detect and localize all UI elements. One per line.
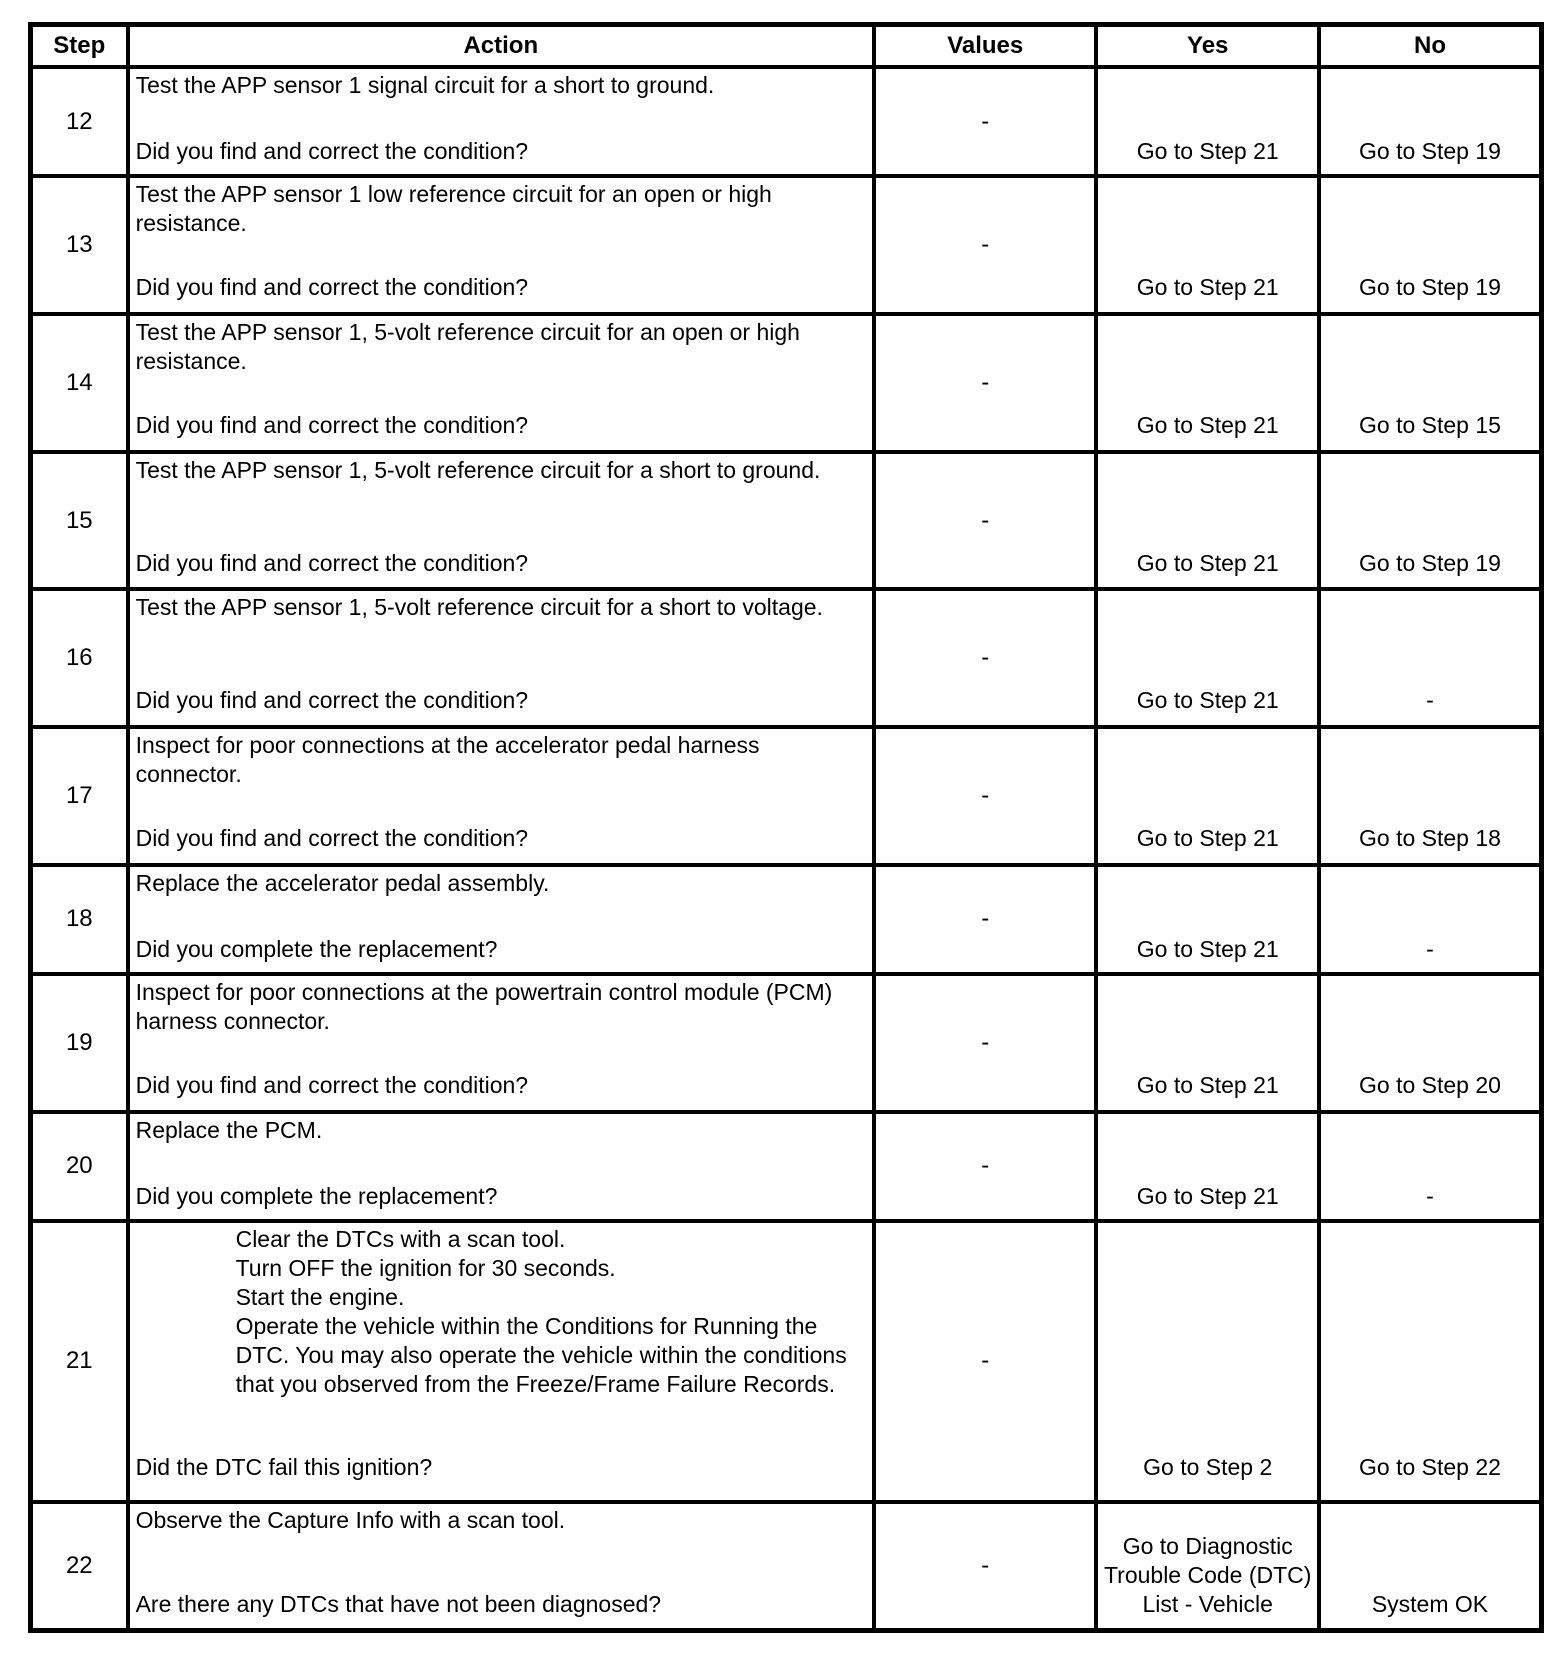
table-row <box>31 452 1542 590</box>
action-text: Replace the accelerator pedal assembly. <box>135 869 550 896</box>
no-result: - <box>1426 935 1434 962</box>
action-question: Did you find and correct the condition? <box>135 138 529 164</box>
values-cell: - <box>874 452 1097 590</box>
no-cell <box>1319 727 1542 865</box>
action-question: Did you find and correct the condition? <box>135 825 529 852</box>
no-result: Go to Step 19 <box>1359 138 1501 164</box>
yes-result: Go to Step 2 <box>1143 1453 1273 1480</box>
no-result: Go to Step 19 <box>1359 274 1501 301</box>
diagnostic-table <box>28 22 1544 1633</box>
step-cell: 15 <box>31 452 128 590</box>
yes-result: Go to Diagnostic Trouble Code (DTC) List - Vehicle <box>1103 1532 1312 1617</box>
values-cell: - <box>874 314 1097 452</box>
table-row <box>31 176 1542 314</box>
action-instructions <box>236 1225 858 1399</box>
yes-cell <box>1096 67 1319 176</box>
action-text: Test the APP sensor 1, 5-volt reference circuit for a short to voltage. <box>135 594 823 621</box>
action-text: Inspect for poor connections at the powertrain control module (PCM) harness connector. <box>135 979 833 1035</box>
values-cell: - <box>874 1112 1097 1221</box>
table-row <box>31 1502 1542 1631</box>
yes-cell <box>1096 452 1319 590</box>
no-result: - <box>1426 1182 1434 1209</box>
yes-result: Go to Step 21 <box>1136 1072 1279 1099</box>
action-cell <box>128 1221 874 1502</box>
table-row <box>31 67 1542 176</box>
yes-result: Go to Step 21 <box>1136 138 1279 164</box>
header-step: Step <box>31 25 128 68</box>
table-row <box>31 727 1542 865</box>
action-question: Are there any DTCs that have not been diagnosed? <box>135 1590 662 1617</box>
no-cell <box>1319 974 1542 1112</box>
yes-result: Go to Step 21 <box>1136 274 1279 301</box>
yes-result: Go to Step 21 <box>1136 549 1279 576</box>
no-result: Go to Step 18 <box>1359 825 1501 852</box>
action-instruction: Start the engine. <box>235 1283 405 1310</box>
yes-cell <box>1096 1221 1319 1502</box>
yes-result: Go to Step 21 <box>1136 1182 1279 1209</box>
action-cell <box>128 452 874 590</box>
step-cell: 14 <box>31 314 128 452</box>
action-cell <box>128 974 874 1112</box>
values-cell: - <box>874 589 1097 727</box>
values-cell: - <box>874 176 1097 314</box>
step-cell: 19 <box>31 974 128 1112</box>
header-row <box>31 25 1542 68</box>
no-result: Go to Step 19 <box>1359 549 1501 576</box>
header-action: Action <box>128 25 874 68</box>
no-cell <box>1319 314 1542 452</box>
action-text: Test the APP sensor 1, 5-volt reference circuit for an open or high resistance. <box>135 318 800 374</box>
no-cell <box>1319 1502 1542 1631</box>
action-question: Did you find and correct the condition? <box>135 1072 529 1099</box>
no-result: - <box>1426 687 1434 714</box>
yes-result: Go to Step 21 <box>1136 687 1279 714</box>
no-cell <box>1319 176 1542 314</box>
action-cell <box>128 865 874 974</box>
table-body <box>31 67 1542 1631</box>
step-cell: 16 <box>31 589 128 727</box>
action-question: Did you find and correct the condition? <box>135 411 529 438</box>
step-cell: 18 <box>31 865 128 974</box>
no-cell <box>1319 67 1542 176</box>
yes-result: Go to Step 21 <box>1136 825 1279 852</box>
no-cell <box>1319 1112 1542 1221</box>
table-row <box>31 974 1542 1112</box>
no-cell <box>1319 865 1542 974</box>
header-no: No <box>1319 25 1542 68</box>
step-cell: 22 <box>31 1502 128 1631</box>
header-yes: Yes <box>1096 25 1319 68</box>
yes-cell <box>1096 176 1319 314</box>
table-row <box>31 314 1542 452</box>
action-text: Test the APP sensor 1, 5-volt reference circuit for a short to ground. <box>135 456 821 483</box>
yes-cell <box>1096 314 1319 452</box>
yes-cell <box>1096 1502 1319 1631</box>
table-row <box>31 589 1542 727</box>
header-values: Values <box>874 25 1097 68</box>
yes-result: Go to Step 21 <box>1136 411 1279 438</box>
action-text: Observe the Capture Info with a scan tool. <box>135 1506 566 1533</box>
action-cell <box>128 727 874 865</box>
no-result: Go to Step 22 <box>1359 1453 1501 1480</box>
action-question: Did you complete the replacement? <box>135 935 498 962</box>
table-row <box>31 1112 1542 1221</box>
yes-result: Go to Step 21 <box>1136 935 1279 962</box>
action-text: Replace the PCM. <box>135 1116 323 1143</box>
values-cell: - <box>874 67 1097 176</box>
action-cell <box>128 176 874 314</box>
action-question: Did you find and correct the condition? <box>135 274 529 301</box>
yes-cell <box>1096 974 1319 1112</box>
yes-cell <box>1096 1112 1319 1221</box>
action-question: Did the DTC fail this ignition? <box>135 1453 433 1480</box>
step-cell: 12 <box>31 67 128 176</box>
values-cell: - <box>874 974 1097 1112</box>
action-text: Test the APP sensor 1 low reference circuit for an open or high resistance. <box>135 181 772 237</box>
values-cell: - <box>874 865 1097 974</box>
yes-cell <box>1096 727 1319 865</box>
action-cell <box>128 314 874 452</box>
values-cell: - <box>874 727 1097 865</box>
action-text: Inspect for poor connections at the accelerator pedal harness connector. <box>135 732 760 788</box>
action-question: Did you find and correct the condition? <box>135 687 529 714</box>
table-row <box>31 865 1542 974</box>
action-cell <box>128 67 874 176</box>
action-question: Did you find and correct the condition? <box>135 549 529 576</box>
values-cell: - <box>874 1221 1097 1502</box>
no-cell <box>1319 1221 1542 1502</box>
action-cell <box>128 1502 874 1631</box>
step-cell: 17 <box>31 727 128 865</box>
action-instruction: Clear the DTCs with a scan tool. <box>235 1225 566 1252</box>
yes-cell <box>1096 865 1319 974</box>
no-result: System OK <box>1371 1590 1489 1617</box>
no-result: Go to Step 15 <box>1359 411 1501 438</box>
step-cell: 21 <box>31 1221 128 1502</box>
yes-cell <box>1096 589 1319 727</box>
action-text: Test the APP sensor 1 signal circuit for a short to ground. <box>135 72 715 98</box>
values-cell: - <box>874 1502 1097 1631</box>
action-instruction: Operate the vehicle within the Conditions for Running the DTC. You may also operate the vehicle within the conditions that you observed from the Freeze/Frame Failure Records. <box>235 1312 847 1397</box>
table-row <box>31 1221 1542 1502</box>
action-cell <box>128 589 874 727</box>
no-cell <box>1319 452 1542 590</box>
no-result: Go to Step 20 <box>1359 1072 1501 1099</box>
action-cell <box>128 1112 874 1221</box>
step-cell: 20 <box>31 1112 128 1221</box>
step-cell: 13 <box>31 176 128 314</box>
action-instruction: Turn OFF the ignition for 30 seconds. <box>235 1254 616 1281</box>
no-cell <box>1319 589 1542 727</box>
action-question: Did you complete the replacement? <box>135 1182 498 1209</box>
